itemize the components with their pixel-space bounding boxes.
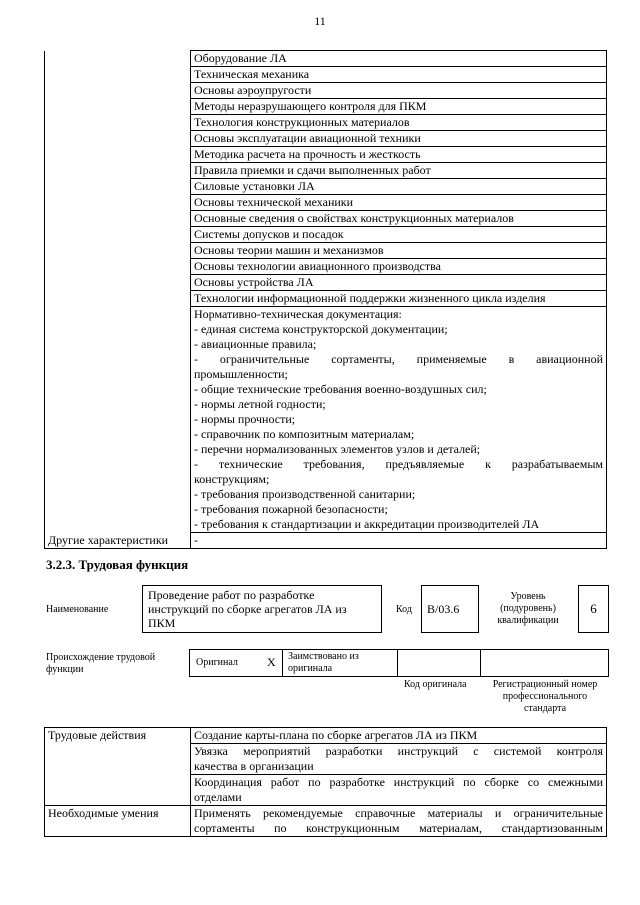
table-row: Создание карты-плана по сборке агрегатов ЛА из ПКМ <box>191 728 607 744</box>
origin-box <box>189 649 609 677</box>
table-row: Основы технической механики <box>191 195 607 211</box>
normative-line: - требования производственной санитарии; <box>194 487 416 501</box>
normative-line: - справочник по композитным материалам; <box>194 427 415 441</box>
normative-line: конструкциям; <box>194 472 270 486</box>
level-value: 6 <box>590 601 597 616</box>
level-box <box>578 585 609 633</box>
normative-line: - ограничительные сортаменты, применяемые в авиационной <box>194 352 603 366</box>
normative-line: - нормы летной годности; <box>194 397 326 411</box>
table-row: Методика расчета на прочность и жесткость <box>191 147 607 163</box>
knowledge-table <box>44 50 607 549</box>
original-label: Оригинал <box>196 657 238 668</box>
table-row: Системы допусков и посадок <box>191 227 607 243</box>
origin-divider <box>282 649 283 677</box>
normative-line: промышленности; <box>194 367 288 381</box>
other-characteristics-label: Другие характеристики <box>45 533 191 549</box>
action-line: Координация работ по разработке инструкций по сборке со смежными <box>194 775 603 789</box>
normative-intro: Нормативно-техническая документация: <box>194 307 402 321</box>
normative-line: - технические требования, предъявляемые к разрабатываемым <box>194 457 603 471</box>
table-row: Основы устройства ЛА <box>191 275 607 291</box>
normative-line: - требования пожарной безопасности; <box>194 502 388 516</box>
origin-label: Происхождение трудовой функции <box>46 652 156 675</box>
row-label-empty <box>45 51 191 533</box>
action-line: отделами <box>194 790 242 804</box>
table-row: Основы аэроупругости <box>191 83 607 99</box>
page-number: 11 <box>314 14 326 28</box>
normative-line: - авиационные правила; <box>194 337 317 351</box>
function-name: Проведение работ по разработке инструкций по сборке агрегатов ЛА из ПКМ <box>148 588 347 630</box>
normative-line: - общие технические требования военно-воздушных сил; <box>194 382 487 396</box>
actions-label: Трудовые действия <box>45 728 191 806</box>
normative-docs-cell <box>191 307 607 533</box>
normative-line: - перечни нормализованных элементов узлов и деталей; <box>194 442 481 456</box>
action-line: качества в организации <box>194 759 314 773</box>
original-code-caption: Код оригинала <box>404 679 467 690</box>
actions-table <box>44 727 607 837</box>
table-row: Техническая механика <box>191 67 607 83</box>
normative-line: - требования к стандартизации и аккредитации производителей ЛА <box>194 517 540 531</box>
section-heading: 3.2.3. Трудовая функция <box>46 557 189 572</box>
table-row: Методы неразрушающего контроля для ПКМ <box>191 99 607 115</box>
normative-line: - нормы прочности; <box>194 412 296 426</box>
code-value: В/03.6 <box>427 602 460 616</box>
table-row: Технологии информационной поддержки жизненного цикла изделия <box>191 291 607 307</box>
reg-number-caption: Регистрационный номер профессионального стандарта <box>492 679 598 714</box>
skill-line: сортаменты по конструкционным материалам, стандартизованным <box>194 821 603 835</box>
table-row: Правила приемки и сдачи выполненных работ <box>191 163 607 179</box>
borrowed-label: Заимствовано из оригинала <box>288 651 359 674</box>
table-row: Основы теории машин и механизмов <box>191 243 607 259</box>
action-line: Увязка мероприятий разработки инструкций с системой контроля <box>194 744 603 758</box>
code-label: Код <box>396 604 412 615</box>
other-characteristics-value: - <box>191 533 607 549</box>
skills-label: Необходимые умения <box>45 806 191 837</box>
table-row: Основные сведения о свойствах конструкционных материалов <box>191 211 607 227</box>
origin-divider <box>397 649 398 677</box>
table-row: Силовые установки ЛА <box>191 179 607 195</box>
skill-line: Применять рекомендуемые справочные материалы и ограничительные <box>194 806 603 820</box>
name-value-box <box>142 585 382 633</box>
table-row <box>191 775 607 806</box>
level-label: Уровень (подуровень) квалификации <box>497 591 559 626</box>
table-row: Технология конструкционных материалов <box>191 115 607 131</box>
table-row: Оборудование ЛА <box>191 51 607 67</box>
original-mark: X <box>267 655 276 669</box>
normative-line: - единая система конструкторской документации; <box>194 322 448 336</box>
table-row: Основы эксплуатации авиационной техники <box>191 131 607 147</box>
origin-divider <box>480 649 481 677</box>
code-box <box>421 585 479 633</box>
name-label: Наименование <box>46 604 109 615</box>
table-row: Основы технологии авиационного производства <box>191 259 607 275</box>
table-row <box>191 744 607 775</box>
table-row <box>191 806 607 837</box>
